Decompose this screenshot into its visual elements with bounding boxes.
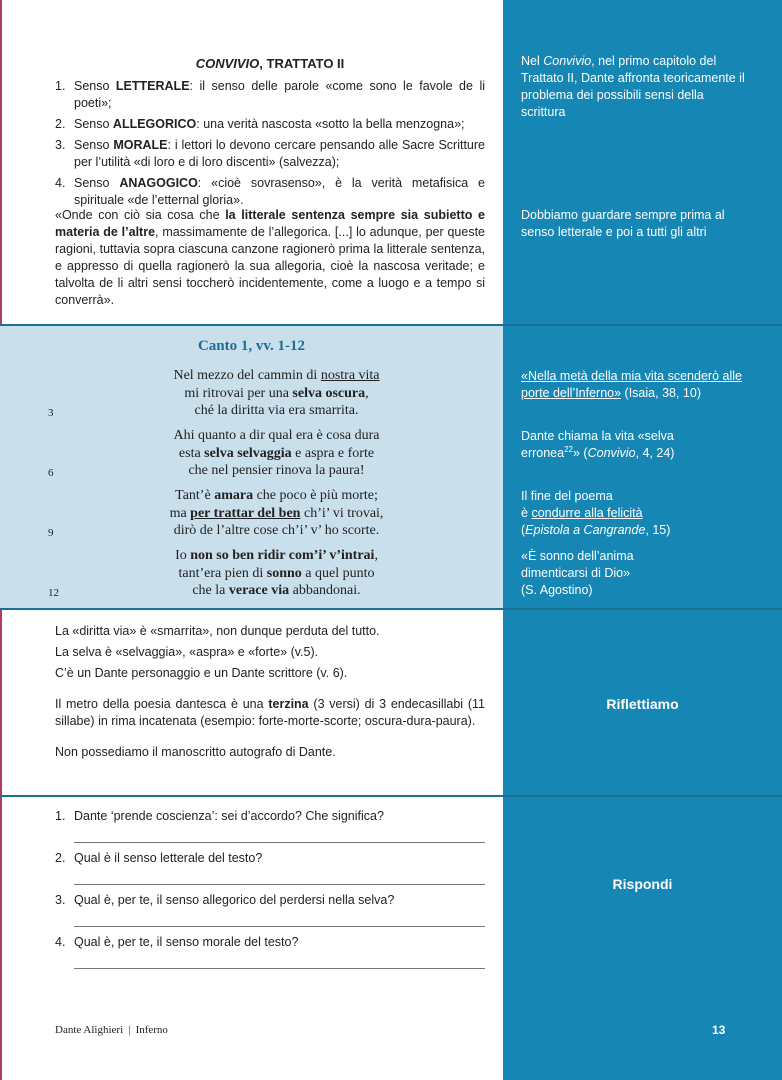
verse-line: esta selva selvaggia e aspra e forte: [178, 445, 375, 461]
list-item: 3. Senso MORALE: i lettori lo devono cercare pensando alle Sacre Scritture per l’utilità «di loro e di loro discenti» (salvezza);: [55, 138, 486, 169]
senses-list: [55, 78, 485, 213]
verse-line: Tant’è amara che poco è più morte;: [175, 488, 378, 503]
answer-line[interactable]: [74, 926, 485, 927]
metro-paragraph: Il metro della poesia dantesca è una terzina (3 versi) di 3 endecasillabi (11 sillabe) in rima incatenata (esempio: forte-morte-scorte; oscura-dura-paura).: [55, 697, 485, 728]
answer-line[interactable]: [74, 884, 485, 885]
verse-line: mi ritrovai per una selva oscura,: [184, 385, 369, 401]
side-note-isaia: «Nella metà della mia vita scenderò alle porte dell’Inferno» (Isaia, 38, 10): [521, 369, 742, 400]
verse-line: Nel mezzo del cammin di nostra vita: [173, 368, 380, 383]
page-number: 13: [712, 1023, 726, 1037]
isaia-link[interactable]: «Nella metà della mia vita scenderò alle porte dell’Inferno»: [521, 369, 742, 400]
note-line: C’è un Dante personaggio e un Dante scrittore (v. 6).: [55, 666, 348, 680]
canto-title: Canto 1, vv. 1-12: [197, 338, 306, 354]
verse-number: 6: [48, 467, 54, 479]
verse-line: tant’era pien di sonno a quel punto: [178, 565, 375, 581]
question-item: 4. Qual è, per te, il senso morale del testo?: [55, 934, 485, 976]
list-item: 1. Senso LETTERALE: il senso delle parole «come sono le favole de li poeti»;: [55, 79, 485, 110]
question-item: 3. Qual è, per te, il senso allegorico del perdersi nella selva?: [55, 892, 485, 934]
verse-line: 9 dirò de l’altre cose ch’i’ v’ ho scorte.: [0, 522, 503, 540]
convivio-quote: «Onde con ciò sia cosa che la litterale sentenza sempre sia subietto e materia de l’altre, massimamente de l’allegorica. [...] lo adunque, per queste ragioni, tuttavia sopra ciascuna canzone ragionerò prima la litterale sentenza, e appresso di quella ragionerò la sua allegoria, cioè la nascosa veritade; e talvolta de li altri sensi toccherò incidentemente, come a luogo e a tempo si converrà».: [55, 208, 485, 307]
note-line: La «diritta via» è «smarrita», non dunque perduta del tutto.: [55, 624, 380, 638]
verse-line: Io non so ben ridir com’i’ v’intrai,: [175, 548, 378, 563]
rispondi-heading: Rispondi: [612, 876, 673, 892]
question-item: 2. Qual è il senso letterale del testo?: [55, 850, 485, 892]
sidebar-column: [503, 0, 782, 1080]
verse-line: Ahi quanto a dir qual era è cosa dura: [173, 428, 380, 443]
note-line: La selva è «selvaggia», «aspra» e «forte» (v.5).: [55, 645, 319, 659]
page-footer: Dante Alighieri | Inferno: [55, 1024, 168, 1036]
side-note-convivio: Nel Convivio, nel primo capitolo del Trattato II, Dante affronta teoricamente il problema dei possibili sensi della scrittura: [521, 54, 745, 119]
verse-number: 12: [48, 587, 59, 599]
tercet: [0, 367, 503, 420]
verse-number: 3: [48, 407, 54, 419]
verse-number: 9: [48, 527, 54, 539]
answer-line[interactable]: [74, 842, 485, 843]
section-divider: [0, 795, 782, 797]
list-item: 4. Senso ANAGOGICO: «cioè sovrasenso», è la verità metafisica e spirituale «de l’etternal gloria».: [55, 176, 485, 207]
question-item: 1. Dante ‘prende coscienza’: sei d’accordo? Che significa?: [55, 808, 485, 850]
section-divider: [0, 324, 782, 326]
verse-line: ma per trattar del ben ch’i’ vi trovai,: [169, 505, 384, 521]
side-note-fine: Il fine del poema è condurre alla felicità (Epistola a Cangrande, 15): [521, 489, 671, 537]
verse-line: 6 che nel pensier rinova la paura!: [0, 462, 503, 480]
tercet: [0, 547, 503, 600]
section-divider: [0, 608, 782, 610]
note-line: Non possediamo il manoscritto autografo di Dante.: [55, 745, 336, 759]
verse-line: 3 ché la diritta via era smarrita.: [0, 402, 503, 420]
answer-line[interactable]: [74, 968, 485, 969]
tercet: [0, 487, 503, 540]
questions-list: [55, 808, 485, 976]
verse-line: 12 che la verace via abbandonai.: [0, 582, 503, 600]
list-item: 2. Senso ALLEGORICO: una verità nascosta «sotto la bella menzogna»;: [55, 117, 465, 131]
convivio-title: CONVIVIO, TRATTATO II: [195, 56, 345, 71]
felicita-link[interactable]: condurre alla felicità: [531, 506, 643, 520]
reflection-notes: [55, 623, 485, 765]
tercet: [0, 427, 503, 480]
side-note-letterale: Dobbiamo guardare sempre prima al senso letterale e poi a tutti gli altri: [521, 208, 725, 239]
side-note-agostino: «È sonno dell’anima dimenticarsi di Dio» (S. Agostino): [521, 549, 634, 597]
side-note-selva: Dante chiama la vita «selva erronea$^{22}$» (Convivio, 4, 24): [521, 429, 675, 460]
riflettiamo-heading: Riflettiamo: [606, 696, 679, 712]
